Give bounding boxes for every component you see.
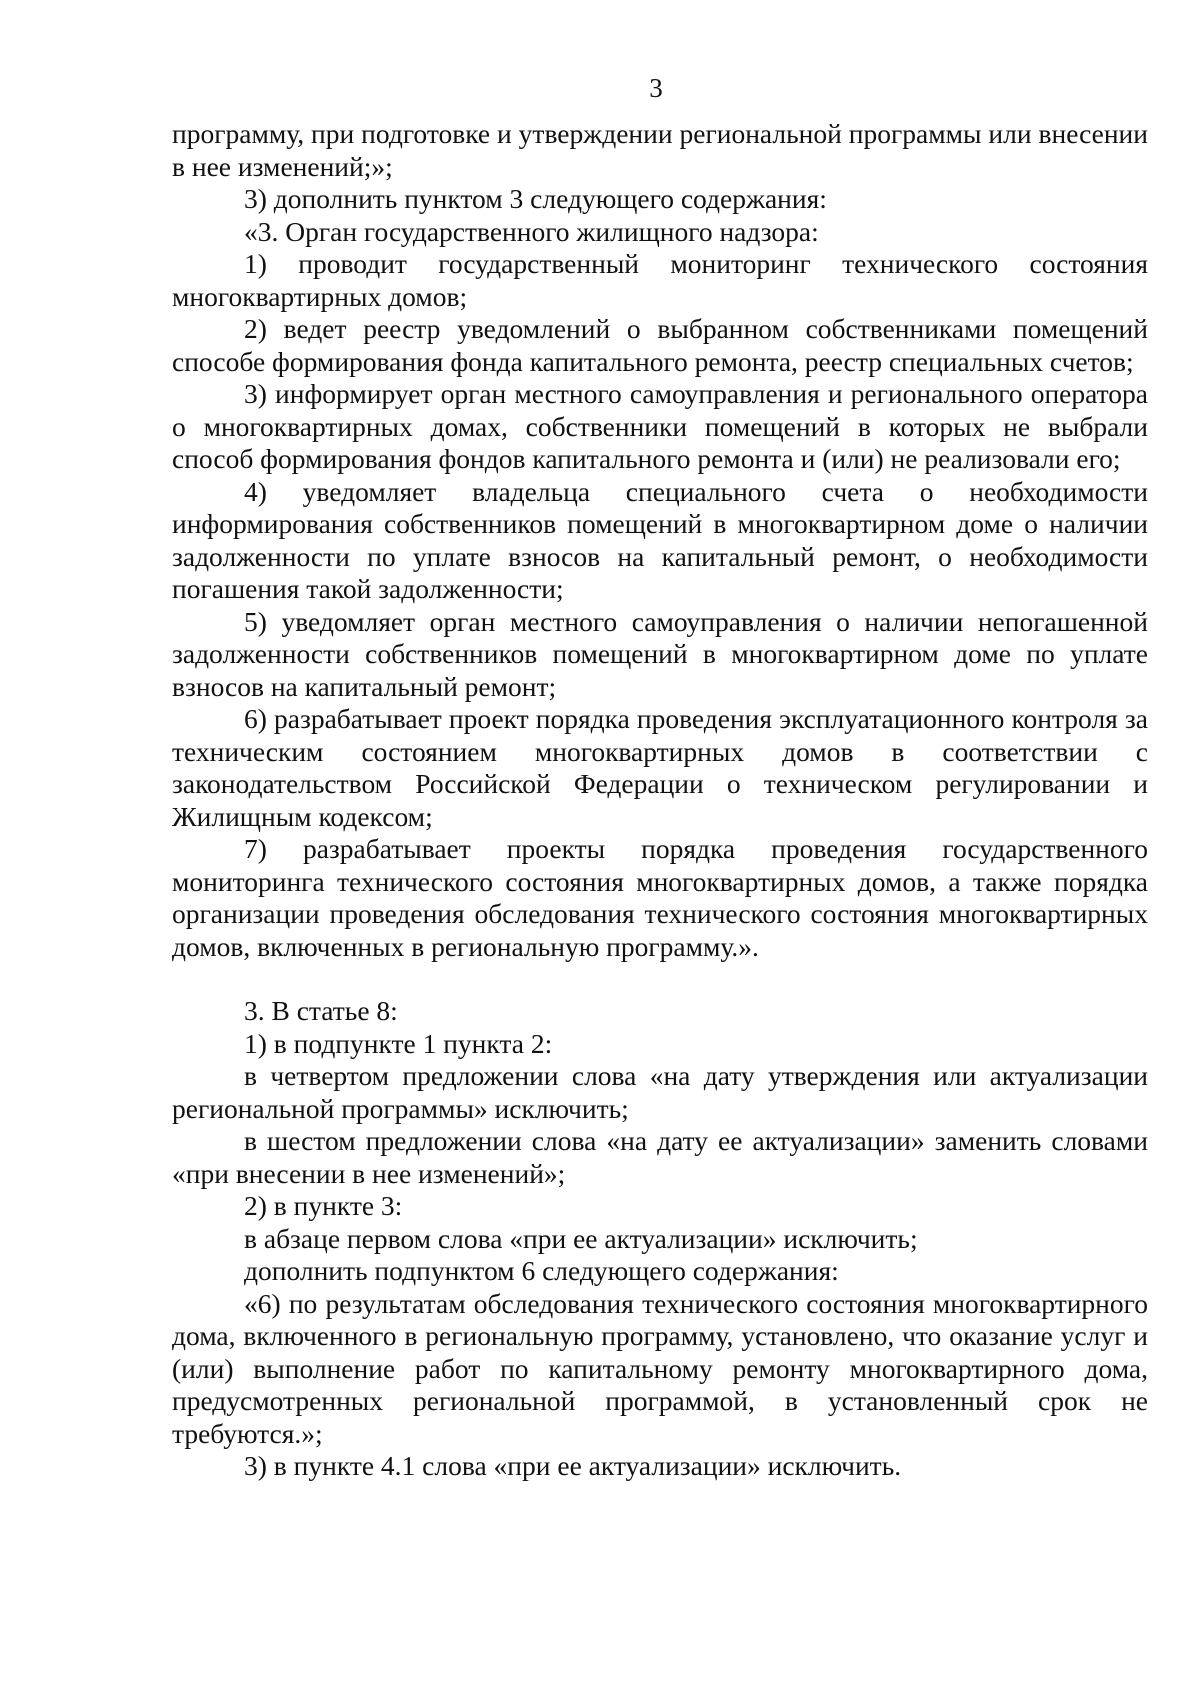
paragraph: 3) дополнить пунктом 3 следующего содержания:: [244, 183, 827, 214]
paragraph: в абзаце первом слова «при ее актуализации» исключить;: [244, 1222, 918, 1254]
paragraph: 4) уведомляет владельца специального счета о необходимости информирования собственников помещений в многоквартирном доме о наличии задолженности по уплате взносов на капитальный ремонт, о необходимости погашения такой задолженности;: [172, 475, 1148, 604]
paragraph: «3. Орган государственного жилищного надзора:: [244, 215, 819, 247]
paragraph: 2) в пункте 3:: [244, 1190, 403, 1221]
document-body: [172, 118, 1148, 1483]
paragraph: 5) уведомляет орган местного самоуправления о наличии непогашенной задолженности собственников помещений в многоквартирном доме по уплате взносов на капитальный ремонт;: [172, 605, 1148, 702]
paragraph: 7) разрабатывает проекты порядка проведения государственного мониторинга технического состояния многоквартирных домов, а также порядка организации проведения обследования технического состояния многоквартирных домов, включенных в региональную программу.».: [172, 833, 1148, 962]
paragraph: 1) проводит государственный мониторинг технического состояния многоквартирных домов;: [172, 248, 1148, 312]
paragraph: в четвертом предложении слова «на дату утверждения или актуализации региональной программы» исключить;: [172, 1060, 1148, 1124]
paragraph: 6) разрабатывает проект порядка проведения эксплуатационного контроля за техническим состоянием многоквартирных домов в соответствии с законодательством Российской Федерации о техническом регулировании и Жилищным кодексом;: [172, 703, 1148, 832]
paragraph: «6) по результатам обследования технического состояния многоквартирного дома, включенного в региональную программу, установлено, что оказание услуг и (или) выполнение работ по капитальному ремонту многоквартирного дома, предусмотренных региональной программой, в установленный срок не требуются.»;: [172, 1287, 1148, 1449]
section-gap: [172, 963, 1148, 995]
paragraph: программу, при подготовке и утверждении региональной программы или внесении в нее изменений;»;: [172, 118, 1148, 182]
paragraph: 1) в подпункте 1 пункта 2:: [244, 1027, 553, 1059]
paragraph: 3. В статье 8:: [244, 995, 398, 1026]
page-number: 3: [649, 73, 663, 103]
paragraph: дополнить подпунктом 6 следующего содержания:: [244, 1255, 839, 1286]
paragraph: 3) информирует орган местного самоуправления и регионального оператора о многоквартирных домах, собственники помещений в которых не выбрали способ формирования фондов капитального ремонта и (или) не реализовали его;: [172, 378, 1148, 474]
paragraph: 2) ведет реестр уведомлений о выбранном собственниками помещений способе формирования фонда капитального ремонта, реестр специальных счетов;: [172, 313, 1148, 377]
paragraph: в шестом предложении слова «на дату ее актуализации» заменить словами «при внесении в нее изменений»;: [172, 1125, 1148, 1189]
paragraph: 3) в пункте 4.1 слова «при ее актуализации» исключить.: [244, 1450, 902, 1481]
